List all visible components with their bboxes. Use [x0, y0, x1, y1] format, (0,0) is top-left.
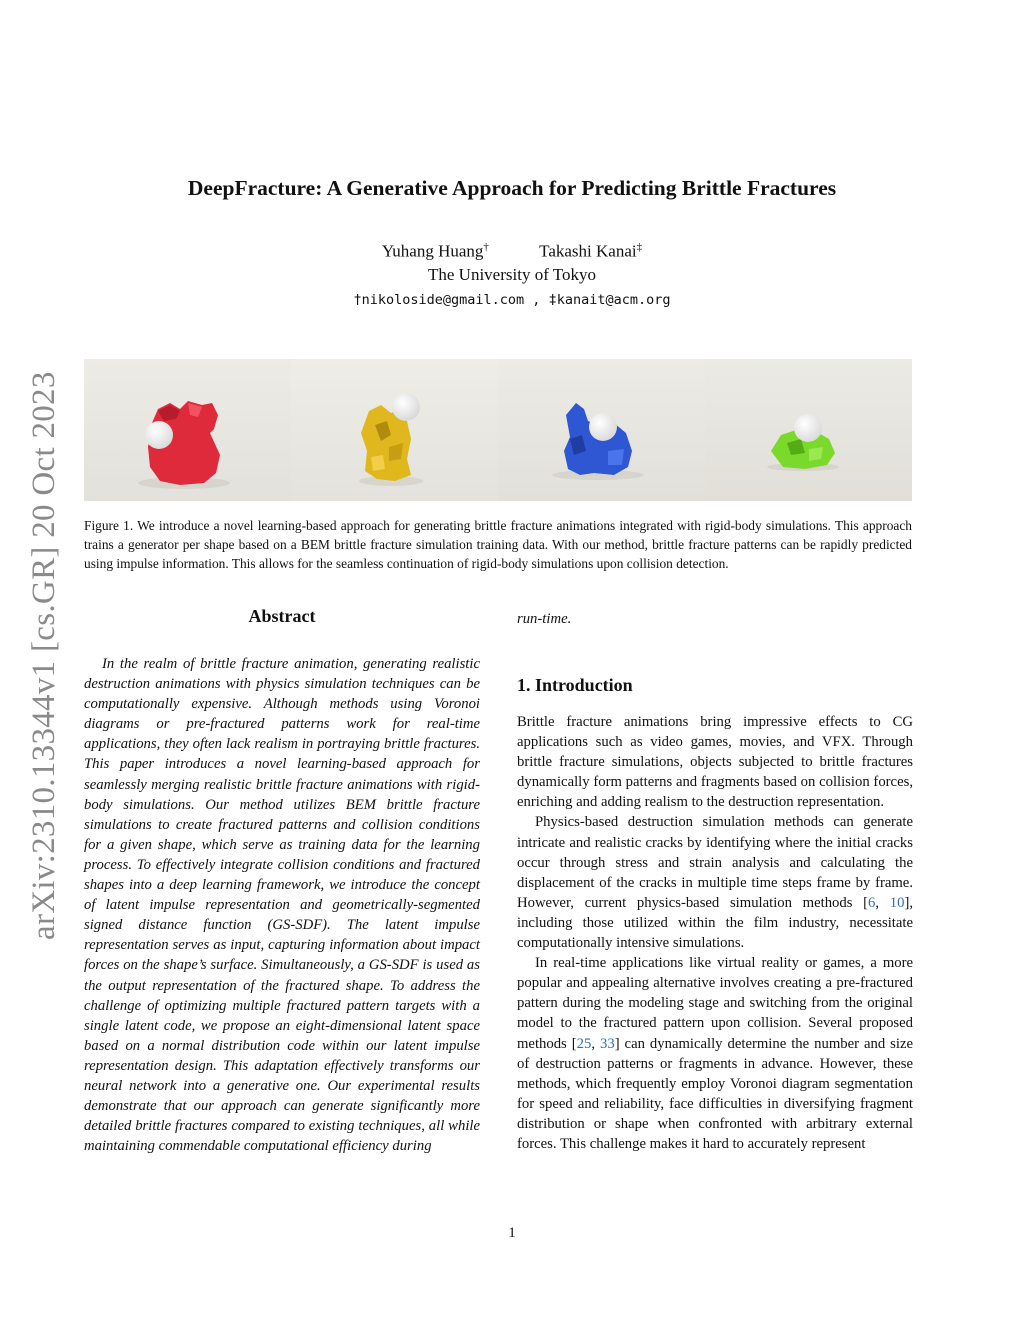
teaser-figure: [84, 359, 912, 501]
left-column: [84, 606, 480, 1171]
intro-paragraph-1: Brittle fracture animations bring impressive effects to CG applications such as video games, movies, and VFX. Through brittle fracture simulations, objects subjected to brittle fractures dynamically form patterns and fragments based on collision forces, enriching and adding realism to the destruction representation.: [517, 714, 913, 811]
intro-paragraph-3: In real-time applications like virtual reality or games, a more popular and appealing alternative involves creating a pre-fractured pattern during the modeling stage and switching from the original model to the fractured pattern upon collision. Several proposed methods [25, 33] can dynamically determine the number and size of destruction patterns or fragments in advance. However, these methods, which frequently employ Voronoi diagram segmentation for speed and reliability, face difficulties in diversifying fragment distribution or shape when confronted with arbitrary external forces. This challenge makes it hard to accurately represent: [517, 955, 913, 1152]
author-name: Takashi Kanai: [539, 241, 637, 261]
affiliation: The University of Tokyo: [428, 265, 596, 284]
white-ball: [392, 393, 420, 421]
author-line: [0, 241, 1024, 262]
abstract-heading: Abstract: [248, 606, 316, 626]
figure-panel-green: [705, 359, 912, 501]
author-emails: †nikoloside@gmail.com , ‡kanait@acm.org: [353, 292, 671, 308]
abstract-body: In the realm of brittle fracture animation, generating realistic destruction animations with physics simulation techniques can be computationally expensive. Although methods using Voronoi diagrams or pre-fractured patterns work for real-time applications, they often lack realism in portraying brittle fractures. This paper introduces a novel learning-based approach for seamlessly merging realistic brittle fracture animations with rigid-body simulations. Our method utilizes BEM brittle fracture simulations to create fractured patterns and collision conditions for a given shape, which serve as training data for the learning process. To effectively integrate collision conditions and fractured shapes into a deep learning framework, we introduce the concept of latent impulse representation and geometrically-segmented signed distance function (GS-SDF). The latent impulse representation serves as input, capturing information about impact forces on the shape’s surface. Simultaneously, a GS-SDF is used as the output representation of the fractured shape. To address the challenge of optimizing multiple fractured pattern targets with a single latent code, we propose an eight-dimensional latent space based on a normal distribution code within our latent impulse representation design. This adaptation effectively transforms our neural network into a generative one. Our experimental results demonstrate that our approach can generate significantly more detailed brittle fractures compared to existing techniques, all while maintaining commendable computational efficiency during: [84, 656, 480, 1155]
author-mark: †: [483, 241, 489, 253]
citation-link[interactable]: 6: [868, 894, 876, 911]
figure-caption: Figure 1. We introduce a novel learning-based approach for generating brittle fracture animations integrated with rigid-body simulations. This approach trains a generator per shape based on a BEM brittle fracture simulation training data. With our method, brittle fracture patterns can be rapidly predicted using impulse information. This allows for the seamless continuation of rigid-body simulations upon collision detection.: [84, 518, 912, 571]
introduction-heading: 1. Introduction: [517, 675, 633, 695]
arxiv-stamp: arXiv:2310.13344v1 [cs.GR] 20 Oct 2023: [26, 371, 62, 940]
figure-panel-red: [84, 359, 291, 501]
page-number: 1: [508, 1225, 516, 1241]
author-mark: ‡: [636, 241, 643, 253]
white-ball: [794, 414, 822, 442]
intro-paragraph-2: Physics-based destruction simulation methods can generate intricate and realistic cracks by identifying where the initial cracks occur through stress and strain analysis and calculating the displacement of the cracks in multiple time steps frame by frame. However, current physics-based simulation methods [6, 10], including those utilized within the film industry, necessitate computationally intensive simulations.: [517, 814, 914, 952]
figure-panel-blue: [498, 359, 705, 501]
paper-title: DeepFracture: A Generative Approach for Predicting Brittle Fractures: [187, 176, 837, 200]
author-name: Yuhang Huang: [381, 241, 484, 261]
citation-link[interactable]: 10: [889, 894, 905, 911]
white-ball: [589, 413, 617, 441]
abstract-continuation: run-time.: [517, 611, 572, 627]
citation-link[interactable]: 33: [600, 1035, 615, 1052]
citation-link[interactable]: 25: [576, 1035, 592, 1052]
white-ball: [145, 421, 173, 449]
right-column: [517, 606, 913, 1154]
figure-panel-yellow: [291, 359, 498, 501]
